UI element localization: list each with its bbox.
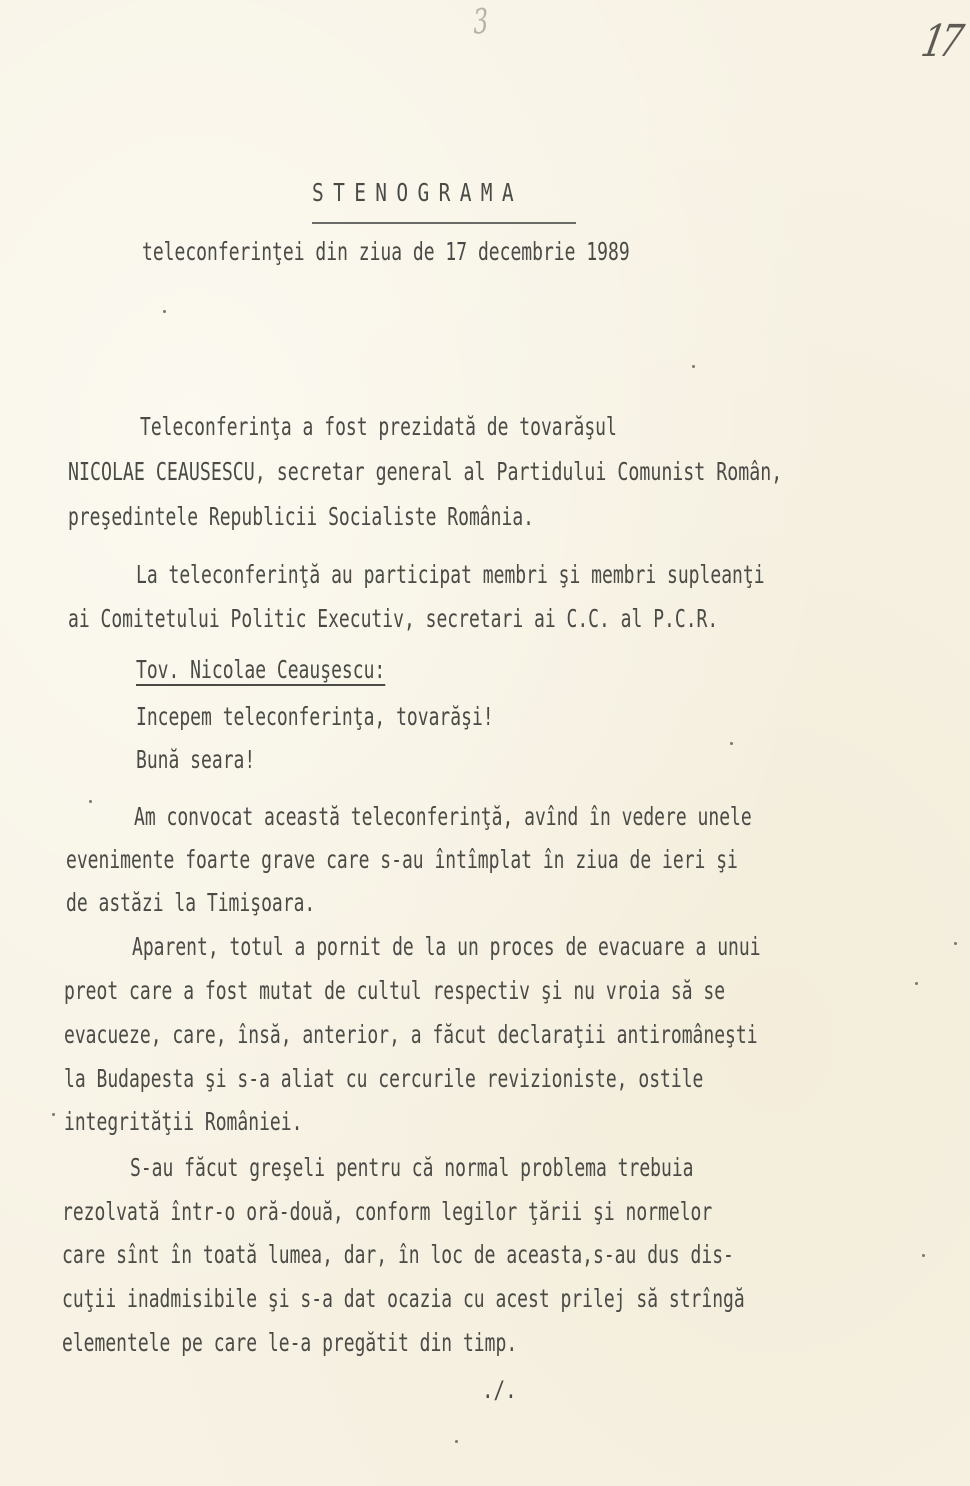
intro-line-1: Teleconferinţa a fost prezidată de tovarăşul bbox=[140, 412, 617, 441]
paragraph-3-line-4: cuţii inadmisibile şi s-a dat ocazia cu acest prilej să strîngă bbox=[62, 1284, 745, 1313]
speaker-label: Tov. Nicolae Ceauşescu: bbox=[136, 655, 386, 684]
ink-folio-number: 17 bbox=[917, 16, 963, 67]
paragraph-2-line-2: preot care a fost mutat de cultul respectiv şi nu vroia să se bbox=[64, 976, 726, 1005]
intro-line-2: NICOLAE CEAUSESCU, secretar general al Partidului Comunist Român, bbox=[68, 457, 783, 486]
scan-speck bbox=[922, 1254, 925, 1257]
document-title: STENOGRAMA bbox=[312, 178, 524, 207]
scan-speck bbox=[730, 742, 733, 745]
paragraph-3-line-2: rezolvată într-o oră-două, conform legilor ţării şi normelor bbox=[62, 1197, 713, 1226]
scan-speck bbox=[52, 1113, 55, 1116]
speech-opening-1: Incepem teleconferinţa, tovarăşi! bbox=[136, 702, 494, 731]
participants-line-2: ai Comitetului Politic Executiv, secretari ai C.C. al P.C.R. bbox=[68, 604, 719, 633]
scan-speck bbox=[163, 310, 166, 313]
paragraph-2-line-3: evacueze, care, însă, anterior, a făcut declaraţii antiromâneşti bbox=[64, 1020, 758, 1049]
paragraph-2-line-5: integrităţii României. bbox=[64, 1107, 303, 1136]
scan-speck bbox=[915, 982, 918, 985]
paragraph-3-line-1: S-au făcut greşeli pentru că normal problema trebuia bbox=[130, 1153, 694, 1182]
scan-speck bbox=[455, 1440, 458, 1443]
paragraph-3-line-5: elementele pe care le-a pregătit din timp. bbox=[62, 1328, 518, 1357]
continuation-mark: ./. bbox=[482, 1376, 517, 1404]
paragraph-1-line-3: de astăzi la Timişoara. bbox=[66, 888, 316, 917]
participants-line-1: La teleconferinţă au participat membri şi membri supleanţi bbox=[136, 560, 765, 589]
speech-opening-2: Bună seara! bbox=[136, 745, 256, 774]
title-underline bbox=[312, 222, 576, 224]
paragraph-3-line-3: care sînt în toată lumea, dar, în loc de aceasta,s-au dus dis- bbox=[62, 1240, 734, 1269]
paragraph-1-line-1: Am convocat această teleconferinţă, avînd în vedere unele bbox=[134, 802, 752, 831]
paragraph-2-line-4: la Budapesta şi s-a aliat cu cercurile revizioniste, ostile bbox=[64, 1064, 704, 1093]
pencil-page-number: 3 bbox=[472, 1, 490, 43]
scan-speck bbox=[89, 800, 92, 803]
scan-speck bbox=[692, 365, 695, 368]
document-subtitle: teleconferinţei din ziua de 17 decembrie 1989 bbox=[142, 237, 630, 266]
intro-line-3: preşedintele Republicii Socialiste România. bbox=[68, 502, 534, 531]
paragraph-1-line-2: evenimente foarte grave care s-au întîmplat în ziua de ieri şi bbox=[66, 845, 738, 874]
paragraph-2-line-1: Aparent, totul a pornit de la un proces de evacuare a unui bbox=[132, 932, 761, 961]
scan-speck bbox=[954, 942, 957, 945]
